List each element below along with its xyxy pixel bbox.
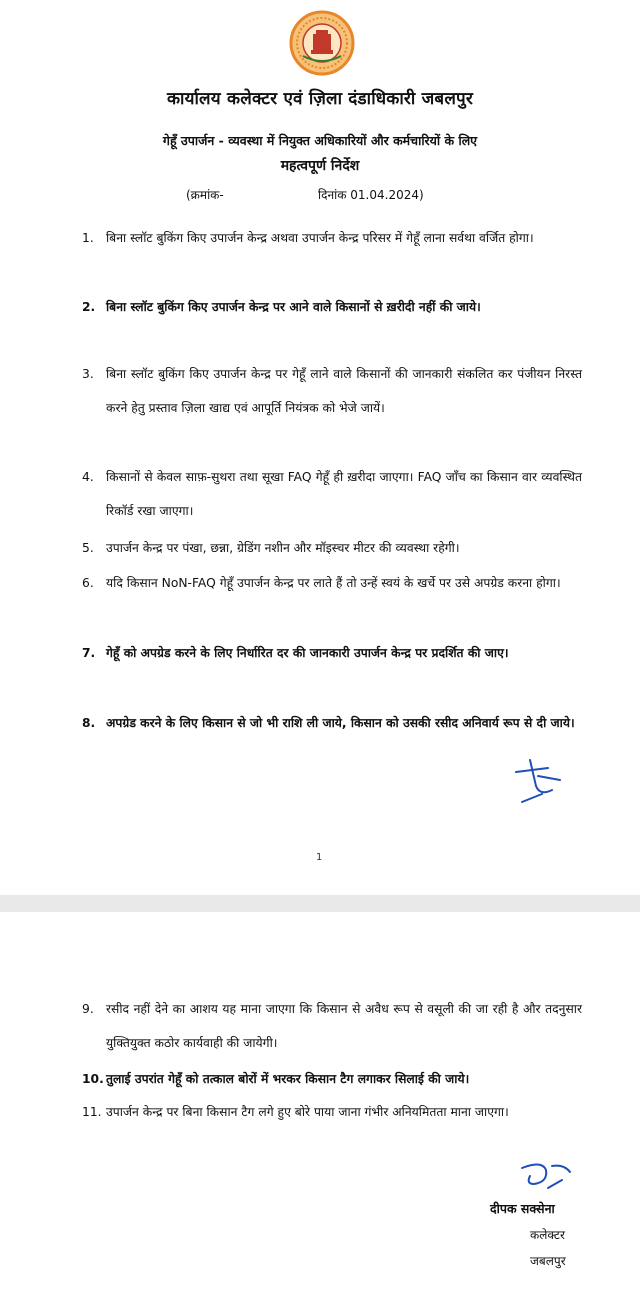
document-subtitle: गेहूँ उपार्जन - व्यवस्था में नियुक्त अधिकारियों और कर्मचारियों के लिए — [162, 133, 478, 148]
signature-mark — [508, 756, 568, 808]
instruction-number: 10. — [82, 1072, 104, 1086]
instruction-text: उपार्जन केन्द्र पर पंखा, छन्ना, ग्रेडिंग नशीन और मॉइस्चर मीटर की व्यवस्था रहेगी। — [106, 541, 460, 555]
instruction-text: बिना स्लॉट बुकिंग किए उपार्जन केन्द्र पर गेहूँ लाने वाले किसानों की जानकारी संकलित कर पंजीयन निरस्त करने हेतु प्रस्ताव ज़िला खाद्य एवं आपूर्ति नियंत्रक को भेजे जायें। — [106, 367, 582, 415]
instruction-number: 1. — [82, 231, 94, 245]
page-number: 1 — [316, 852, 323, 863]
instruction-item — [82, 636, 582, 670]
instruction-text: रसीद नहीं देने का आशय यह माना जाएगा कि किसान से अवैध रूप से वसूली की जा रही है और तदनुसार युक्तियुक्त कठोर कार्यवाही की जायेगी। — [106, 1002, 582, 1050]
office-title: कार्यालय कलेक्टर एवं ज़िला दंडाधिकारी जबलपुर — [166, 89, 474, 109]
instruction-number: 8. — [82, 716, 96, 730]
madhya-pradesh-emblem-icon — [289, 10, 355, 76]
reference-number: (क्रमांक- — [186, 188, 224, 202]
instruction-text: बिना स्लॉट बुकिंग किए उपार्जन केन्द्र पर आने वाले किसानों से ख़रीदी नहीं की जाये। — [106, 300, 481, 314]
instruction-item — [82, 221, 582, 255]
instruction-text: गेहूँ को अपग्रेड करने के लिए निर्धारित दर की जानकारी उपार्जन केन्द्र पर प्रदर्शित की जाए। — [106, 646, 509, 660]
instruction-text: यदि किसान NoN-FAQ गेहूँ उपार्जन केन्द्र पर लाते हैं तो उन्हें स्वयं के खर्चे पर उसे अपग्रेड करना होगा। — [106, 576, 561, 590]
instruction-item — [82, 460, 582, 528]
instruction-number: 6. — [82, 576, 94, 590]
instruction-item — [82, 1062, 582, 1096]
instruction-text: बिना स्लॉट बुकिंग किए उपार्जन केन्द्र अथवा उपार्जन केन्द्र परिसर में गेहूँ लाना सर्वथा वर्जित होगा। — [106, 231, 534, 245]
document-heading: महत्वपूर्ण निर्देश — [280, 158, 360, 174]
instruction-number: 2. — [82, 300, 96, 314]
instruction-item — [82, 357, 582, 425]
instruction-number: 7. — [82, 646, 96, 660]
signatory-place: जबलपुर — [530, 1254, 566, 1268]
instruction-text: किसानों से केवल साफ़-सुथरा तथा सूखा FAQ गेहूँ ही ख़रीदा जाएगा। FAQ जाँच का किसान वार व्यवस्थित रिकॉर्ड रखा जाएगा। — [106, 470, 582, 518]
instruction-text: अपग्रेड करने के लिए किसान से जो भी राशि ली जाये, किसान को उसकी रसीद अनिवार्य रूप से दी जाये। — [106, 716, 575, 730]
signatory-name: दीपक सक्सेना — [490, 1201, 555, 1216]
instruction-item — [82, 566, 582, 600]
instruction-number: 9. — [82, 1002, 94, 1016]
instruction-text: तुलाई उपरांत गेहूँ को तत्काल बोरों में भरकर किसान टैग लगाकर सिलाई की जाये। — [106, 1072, 470, 1086]
instruction-text: उपार्जन केन्द्र पर बिना किसान टैग लगे हुए बोरे पाया जाना गंभीर अनियमितता माना जाएगा। — [106, 1105, 509, 1119]
instruction-item — [82, 706, 582, 740]
signature-mark — [512, 1158, 576, 1196]
instruction-number: 4. — [82, 470, 94, 484]
instruction-item — [82, 531, 582, 565]
instruction-item — [82, 992, 582, 1060]
document-date: दिनांक 01.04.2024) — [318, 188, 424, 202]
instruction-item — [82, 1095, 582, 1129]
instruction-number: 3. — [82, 367, 94, 381]
signatory-designation: कलेक्टर — [530, 1228, 565, 1242]
instruction-number: 11. — [82, 1105, 102, 1119]
instruction-item — [82, 290, 582, 324]
instruction-number: 5. — [82, 541, 94, 555]
